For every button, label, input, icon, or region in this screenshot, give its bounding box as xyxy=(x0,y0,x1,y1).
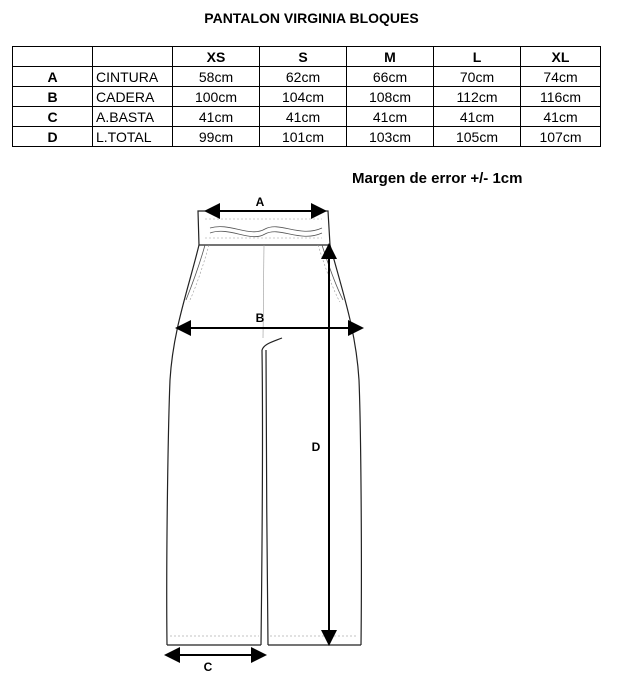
row-code: B xyxy=(13,87,93,107)
row-value: 58cm xyxy=(173,67,260,87)
row-value: 101cm xyxy=(260,127,347,147)
measure-b-label: B xyxy=(255,311,265,325)
row-value: 41cm xyxy=(434,107,521,127)
page-title: PANTALON VIRGINIA BLOQUES xyxy=(204,10,419,26)
row-measure-name: A.BASTA xyxy=(93,107,173,127)
row-value: 99cm xyxy=(173,127,260,147)
header-size: M xyxy=(347,47,434,67)
row-value: 112cm xyxy=(434,87,521,107)
measure-c-label: C xyxy=(203,660,213,674)
row-measure-name: L.TOTAL xyxy=(93,127,173,147)
row-code: D xyxy=(13,127,93,147)
pants-outline xyxy=(167,211,362,645)
measure-d-label: D xyxy=(311,440,321,454)
row-value: 41cm xyxy=(173,107,260,127)
header-size: XS xyxy=(173,47,260,67)
row-value: 41cm xyxy=(347,107,434,127)
error-margin-note: Margen de error +/- 1cm xyxy=(352,170,523,187)
row-code: A xyxy=(13,67,93,87)
row-value: 66cm xyxy=(347,67,434,87)
row-code: C xyxy=(13,107,93,127)
row-value: 108cm xyxy=(347,87,434,107)
row-value: 100cm xyxy=(173,87,260,107)
header-size: S xyxy=(260,47,347,67)
row-value: 104cm xyxy=(260,87,347,107)
row-measure-name: CINTURA xyxy=(93,67,173,87)
row-value: 103cm xyxy=(347,127,434,147)
row-measure-name: CADERA xyxy=(93,87,173,107)
row-value: 41cm xyxy=(521,107,601,127)
row-value: 41cm xyxy=(260,107,347,127)
row-value: 62cm xyxy=(260,67,347,87)
row-value: 70cm xyxy=(434,67,521,87)
header-size: L xyxy=(434,47,521,67)
row-value: 74cm xyxy=(521,67,601,87)
measure-a-label: A xyxy=(255,195,265,209)
row-value: 107cm xyxy=(521,127,601,147)
header-size: XL xyxy=(521,47,601,67)
row-value: 105cm xyxy=(434,127,521,147)
row-value: 116cm xyxy=(521,87,601,107)
